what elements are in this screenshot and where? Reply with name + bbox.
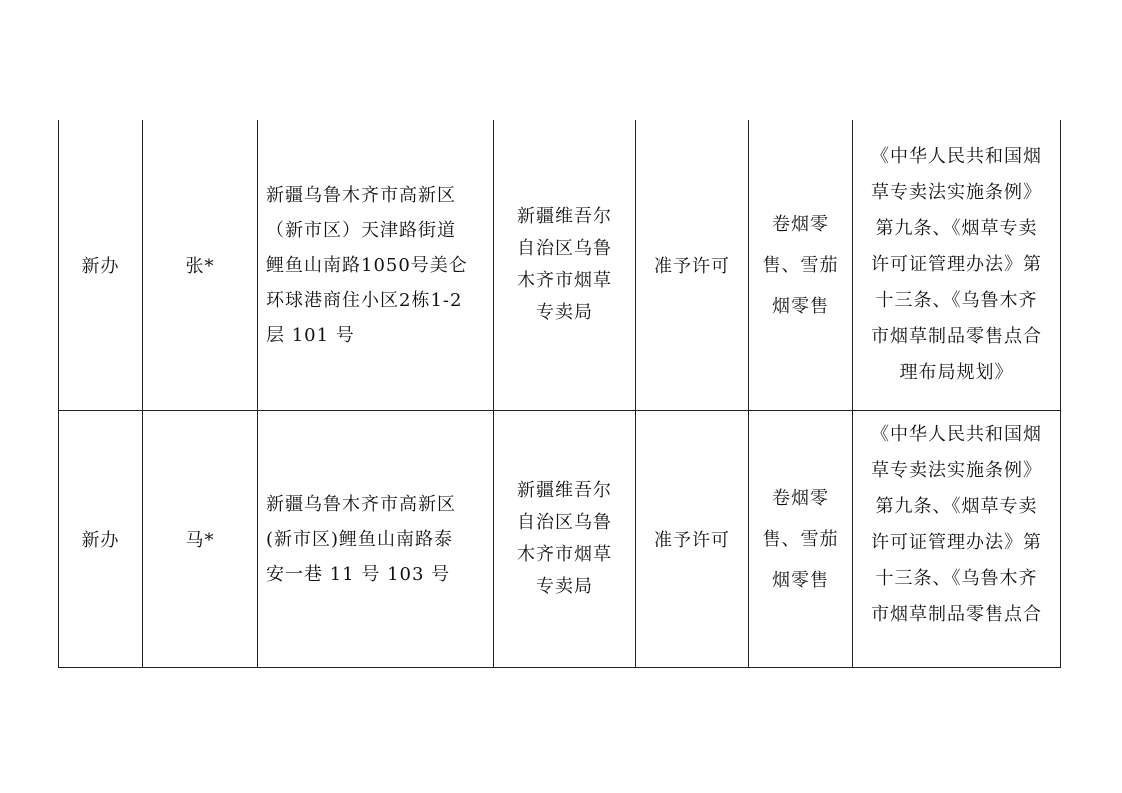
basis-text: 《中华人民共和国烟 草专卖法实施条例》 第九条、《烟草专卖 许可证管理办法》第 十三条、《乌鲁木齐 市烟草制品零售点合 [871, 424, 1042, 625]
decision-cell: 准予许可 [636, 411, 749, 668]
type-cell: 新办 [59, 411, 143, 668]
scope-text: 卷烟零 售、雪茄 烟零售 [762, 487, 839, 591]
scope-cell [749, 120, 853, 411]
table-row [59, 120, 1061, 411]
basis-cell [853, 120, 1061, 411]
table-row [59, 411, 1061, 668]
license-table [58, 120, 1061, 668]
scope-cell [749, 411, 853, 668]
authority-text: 新疆维吾尔 自治区乌鲁 木齐市烟草 专卖局 [517, 480, 612, 597]
basis-clip [857, 417, 1056, 661]
name-cell: 马* [143, 411, 258, 668]
decision-cell: 准予许可 [636, 120, 749, 411]
authority-cell [494, 411, 636, 668]
address-cell [258, 120, 494, 411]
address-text: 新疆乌鲁木齐市高新区 （新市区）天津路街道 鲤鱼山南路1050号美仑 环球港商住小区2栋1-2 层 101 号 [266, 184, 468, 346]
basis-cell [853, 411, 1061, 668]
address-text: 新疆乌鲁木齐市高新区 (新市区)鲤鱼山南路泰 安一巷 11 号 103 号 [266, 493, 456, 585]
type-cell: 新办 [59, 120, 143, 411]
authority-text: 新疆维吾尔 自治区乌鲁 木齐市烟草 专卖局 [517, 206, 612, 323]
address-cell [258, 411, 494, 668]
scope-text: 卷烟零 售、雪茄 烟零售 [762, 213, 839, 317]
name-cell: 张* [143, 120, 258, 411]
authority-cell [494, 120, 636, 411]
basis-text: 《中华人民共和国烟 草专卖法实施条例》 第九条、《烟草专卖 许可证管理办法》第 十三条、《乌鲁木齐 市烟草制品零售点合 理布局规划》 [871, 146, 1042, 383]
